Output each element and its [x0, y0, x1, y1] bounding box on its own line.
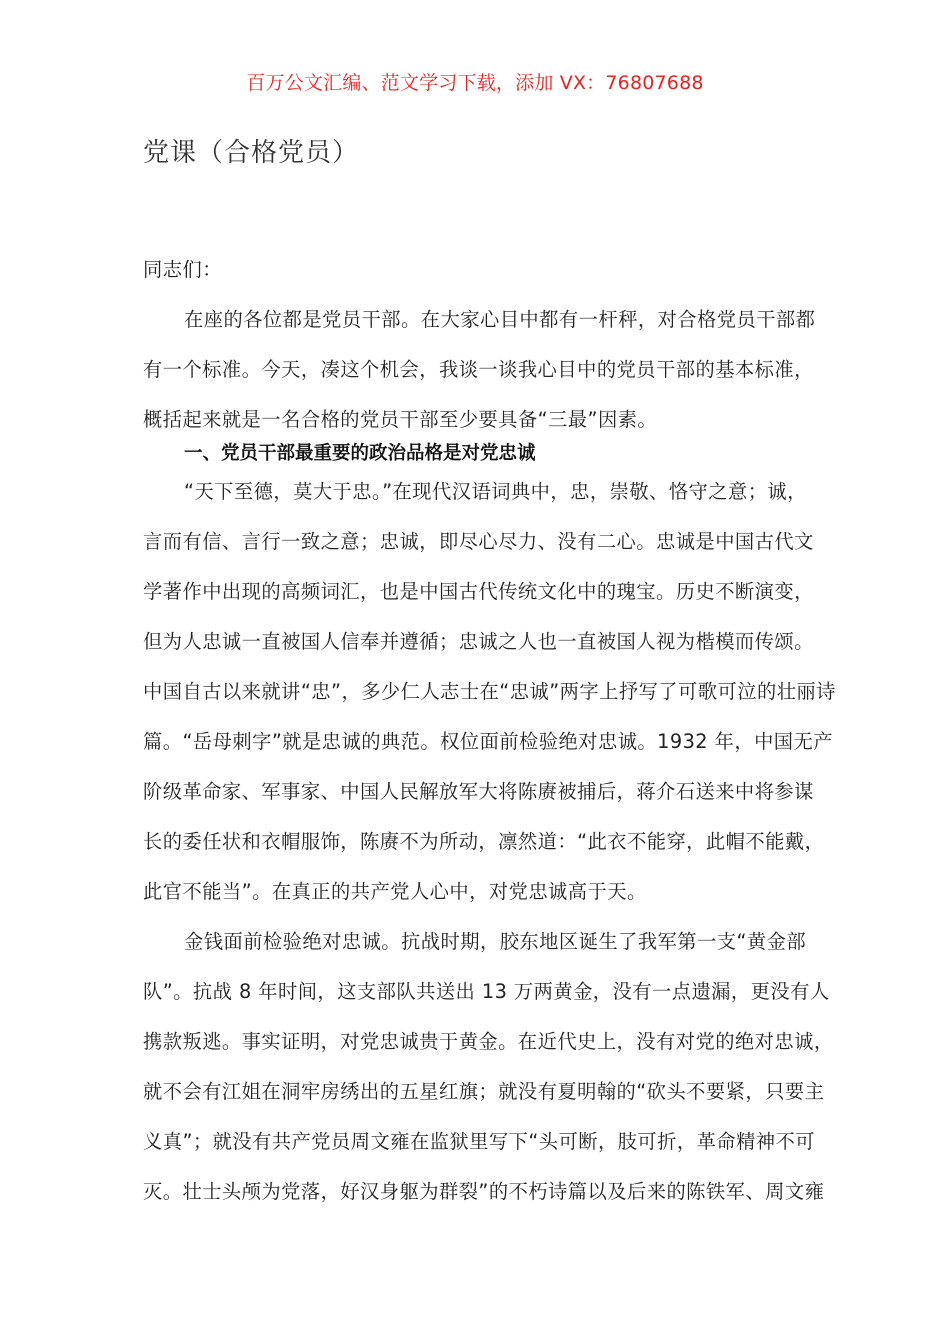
paragraph-intro	[143, 305, 823, 443]
section-heading-1: 一、党员干部最重要的政治品格是对党忠诚	[184, 443, 536, 464]
text-line: 言而有信、言行一致之意；忠诚，即尽心尽力、没有二心。忠诚是中国古代文	[143, 530, 814, 553]
paragraph-loyalty	[143, 477, 836, 927]
text-line: 阶级革命家、军事家、中国人民解放军大将陈赓被捕后，蒋介石送来中将参谋	[143, 780, 814, 803]
text-line: 长的委任状和衣帽服饰，陈赓不为所动，凛然道：“此衣不能穿，此帽不能戴，	[143, 830, 825, 853]
text-line: 但为人忠诚一直被国人信奉并遵循；忠诚之人也一直被国人视为楷模而传颂。	[143, 630, 814, 653]
text-line: 学著作中出现的高频词汇，也是中国古代传统文化中的瑰宝。历史不断演变，	[143, 580, 814, 603]
text-line: “天下至德，莫大于忠。”在现代汉语词典中，忠，崇敬、恪守之意；诚，	[184, 480, 807, 503]
text-line: 灭。壮士头颅为党落，好汉身躯为群裂”的不朽诗篇以及后来的陈铁军、周文雍	[143, 1180, 825, 1203]
text-line: 义真”；就没有共产党员周文雍在监狱里写下“头可断，肢可折，革命精神不可	[143, 1130, 816, 1153]
text-line: 篇。“岳母刺字”就是忠诚的典范。权位面前检验绝对忠诚。1932 年，中国无产	[143, 730, 833, 753]
text-line: 有一个标准。今天，凑这个机会，我谈一谈我心目中的党员干部的基本标准，	[143, 358, 814, 381]
salutation: 同志们：	[143, 258, 222, 281]
text-line: 就不会有江姐在洞牢房绣出的五星红旗；就没有夏明翰的“砍头不要紧，只要主	[143, 1080, 825, 1103]
text-line: 中国自古以来就讲“忠”，多少仁人志士在“忠诚”两字上抒写了可歌可泣的壮丽诗	[143, 680, 836, 703]
document-title: 党课（合格党员）	[143, 138, 360, 168]
text-line: 队”。抗战 8 年时间，这支部队共送出 13 万两黄金，没有一点遗漏，更没有人	[143, 980, 830, 1003]
text-line: 在座的各位都是党员干部。在大家心目中都有一杆秤，对合格党员干部都	[184, 308, 816, 331]
document-body	[143, 255, 836, 1227]
text-line: 携款叛逃。事实证明，对党忠诚贵于黄金。在近代史上，没有对党的绝对忠诚，	[143, 1030, 834, 1053]
watermark-banner: 百万公文汇编、范文学习下载，添加 VX：76807688	[246, 72, 704, 94]
text-line: 概括起来就是一名合格的党员干部至少要具备“三最”因素。	[143, 408, 658, 431]
paragraph-gold	[143, 927, 834, 1227]
text-line: 金钱面前检验绝对忠诚。抗战时期，胶东地区诞生了我军第一支“黄金部	[184, 930, 807, 953]
text-line: 此官不能当”。在真正的共产党人心中，对党忠诚高于天。	[143, 880, 647, 903]
